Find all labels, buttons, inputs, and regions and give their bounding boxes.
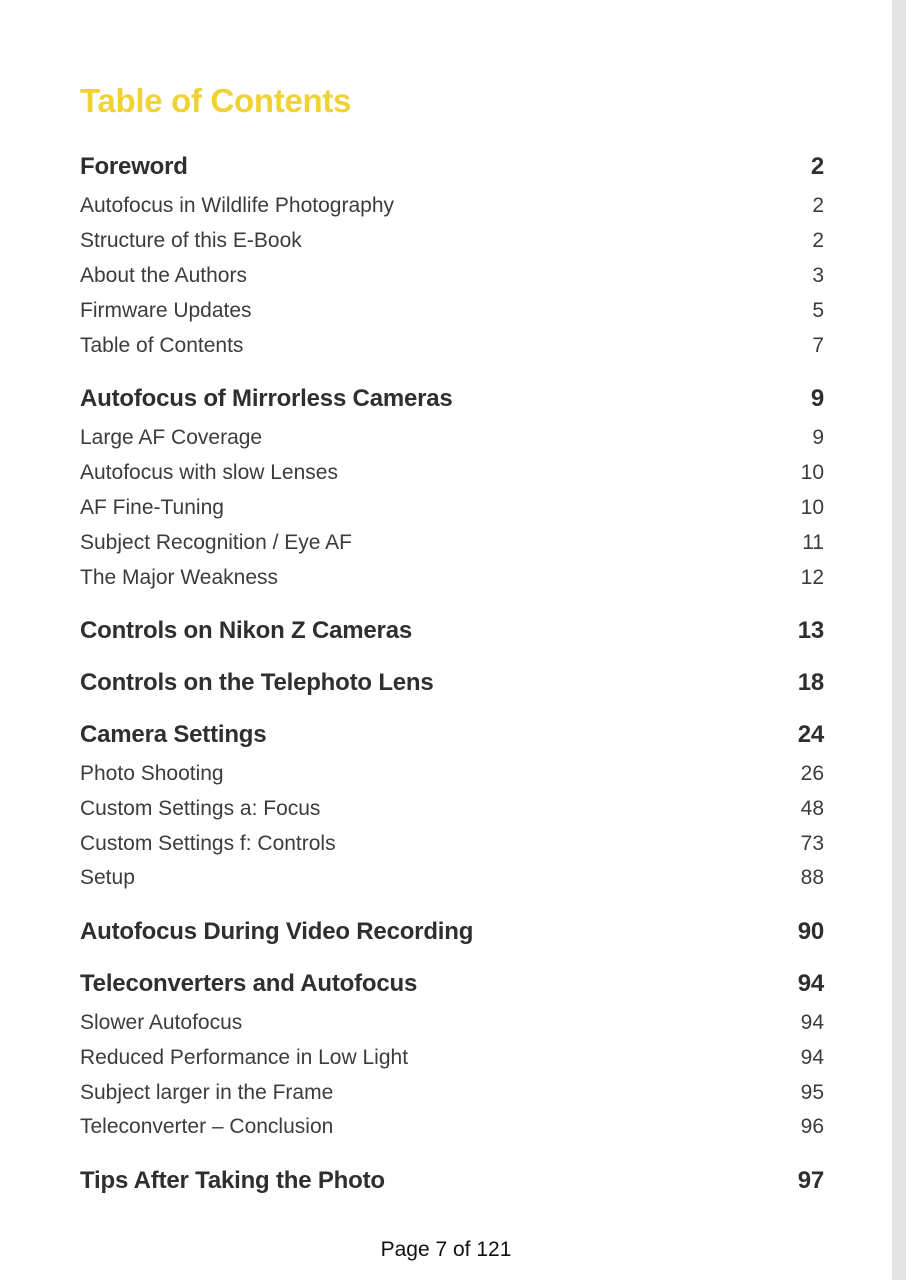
toc-entry-label: The Major Weakness xyxy=(80,566,279,589)
toc-entry-page: 88 xyxy=(800,866,824,889)
viewer-edge xyxy=(892,0,906,1280)
toc-entry-label: Custom Settings a: Focus xyxy=(80,797,321,820)
toc-entry-firmware-updates[interactable] xyxy=(80,299,824,323)
toc-entry-page: 10 xyxy=(800,496,824,519)
toc-entry-page: 90 xyxy=(797,918,824,945)
toc-entry-autofocus-during-video-recording[interactable] xyxy=(80,918,824,946)
toc-entry-label: Large AF Coverage xyxy=(80,426,263,449)
toc-entry-page: 7 xyxy=(812,334,824,357)
toc-entry-slower-autofocus[interactable] xyxy=(80,1011,824,1035)
toc-entry-photo-shooting[interactable] xyxy=(80,762,824,786)
toc-entry-page: 5 xyxy=(812,299,824,322)
toc-entry-label: AF Fine-Tuning xyxy=(80,496,224,519)
toc-entry-page: 3 xyxy=(812,264,824,287)
toc-entry-autofocus-with-slow-lenses[interactable] xyxy=(80,461,824,485)
toc-entry-page: 2 xyxy=(810,153,824,180)
toc-entry-page: 26 xyxy=(800,762,824,785)
toc-entry-label: Slower Autofocus xyxy=(80,1011,243,1034)
toc-entry-page: 73 xyxy=(800,832,824,855)
toc-entry-label: Camera Settings xyxy=(80,721,267,748)
toc-entry-setup[interactable] xyxy=(80,866,824,890)
toc-entry-teleconverter-conclusion[interactable] xyxy=(80,1115,824,1139)
toc-entry-page: 2 xyxy=(812,229,824,252)
toc-entry-page: 94 xyxy=(800,1011,824,1034)
toc-entry-page: 95 xyxy=(800,1081,824,1104)
toc-entry-label: Setup xyxy=(80,866,135,889)
toc-entry-controls-on-the-telephoto-lens[interactable] xyxy=(80,669,824,697)
toc-entry-controls-on-nikon-z-cameras[interactable] xyxy=(80,617,824,645)
toc-entry-page: 11 xyxy=(802,531,824,554)
toc-entry-structure-of-this-ebook[interactable] xyxy=(80,229,824,253)
page-indicator: Page 7 of 121 xyxy=(380,1238,512,1261)
toc-entry-label: Firmware Updates xyxy=(80,299,252,322)
toc-entry-the-major-weakness[interactable] xyxy=(80,566,824,590)
toc-entry-label: Structure of this E-Book xyxy=(80,229,302,252)
toc-entry-large-af-coverage[interactable] xyxy=(80,426,824,450)
toc-entry-label: Subject larger in the Frame xyxy=(80,1081,334,1104)
toc-entry-table-of-contents[interactable] xyxy=(80,334,824,358)
toc-entry-page: 9 xyxy=(810,385,824,412)
toc-entry-label: Controls on the Telephoto Lens xyxy=(80,669,434,696)
toc-entry-page: 12 xyxy=(800,566,824,589)
toc-entry-label: About the Authors xyxy=(80,264,247,287)
toc-entry-page: 18 xyxy=(797,669,824,696)
toc-entry-page: 96 xyxy=(800,1115,824,1138)
toc-entry-subject-larger-in-the-frame[interactable] xyxy=(80,1081,824,1105)
toc-entry-label: Autofocus During Video Recording xyxy=(80,918,474,945)
toc-entry-custom-settings-a-focus[interactable] xyxy=(80,797,824,821)
toc-entry-tips-after-taking-the-photo[interactable] xyxy=(80,1167,824,1195)
toc-entry-label: Autofocus in Wildlife Photography xyxy=(80,194,395,217)
toc-entry-label: Autofocus of Mirrorless Cameras xyxy=(80,385,453,412)
toc-entry-foreword[interactable] xyxy=(80,153,824,181)
page-title: Table of Contents xyxy=(80,82,352,119)
toc-entry-label: Teleconverter – Conclusion xyxy=(80,1115,334,1138)
toc-entry-page: 94 xyxy=(800,1046,824,1069)
toc-entry-label: Subject Recognition / Eye AF xyxy=(80,531,352,554)
toc-entry-subject-recognition-eye-af[interactable] xyxy=(80,531,824,555)
toc-entry-page: 10 xyxy=(800,461,824,484)
toc-entry-page: 97 xyxy=(797,1167,824,1194)
toc-entry-about-the-authors[interactable] xyxy=(80,264,824,288)
toc-entry-label: Custom Settings f: Controls xyxy=(80,832,336,855)
toc-entry-page: 48 xyxy=(800,797,824,820)
toc-entry-custom-settings-f-controls[interactable] xyxy=(80,832,824,856)
toc-entry-autofocus-of-mirrorless-cameras[interactable] xyxy=(80,385,824,413)
toc-entry-reduced-performance-in-low-light[interactable] xyxy=(80,1046,824,1070)
toc-entry-label: Table of Contents xyxy=(80,334,244,357)
toc-entry-label: Tips After Taking the Photo xyxy=(80,1167,385,1194)
toc-entry-autofocus-in-wildlife-photography[interactable] xyxy=(80,194,824,218)
toc-entry-label: Photo Shooting xyxy=(80,762,224,785)
toc-entry-page: 13 xyxy=(797,617,824,644)
toc-entry-label: Controls on Nikon Z Cameras xyxy=(80,617,412,644)
toc-entry-af-fine-tuning[interactable] xyxy=(80,496,824,520)
toc-entry-page: 94 xyxy=(797,970,824,997)
toc-entry-label: Reduced Performance in Low Light xyxy=(80,1046,409,1069)
toc-entry-label: Autofocus with slow Lenses xyxy=(80,461,338,484)
toc-entry-teleconverters-and-autofocus[interactable] xyxy=(80,970,824,998)
toc-entry-page: 9 xyxy=(812,426,824,449)
toc-entry-page: 24 xyxy=(797,721,824,748)
toc-entry-camera-settings[interactable] xyxy=(80,721,824,749)
toc-entry-page: 2 xyxy=(812,194,824,217)
toc-entry-label: Teleconverters and Autofocus xyxy=(80,970,418,997)
toc-entry-label: Foreword xyxy=(80,153,188,180)
